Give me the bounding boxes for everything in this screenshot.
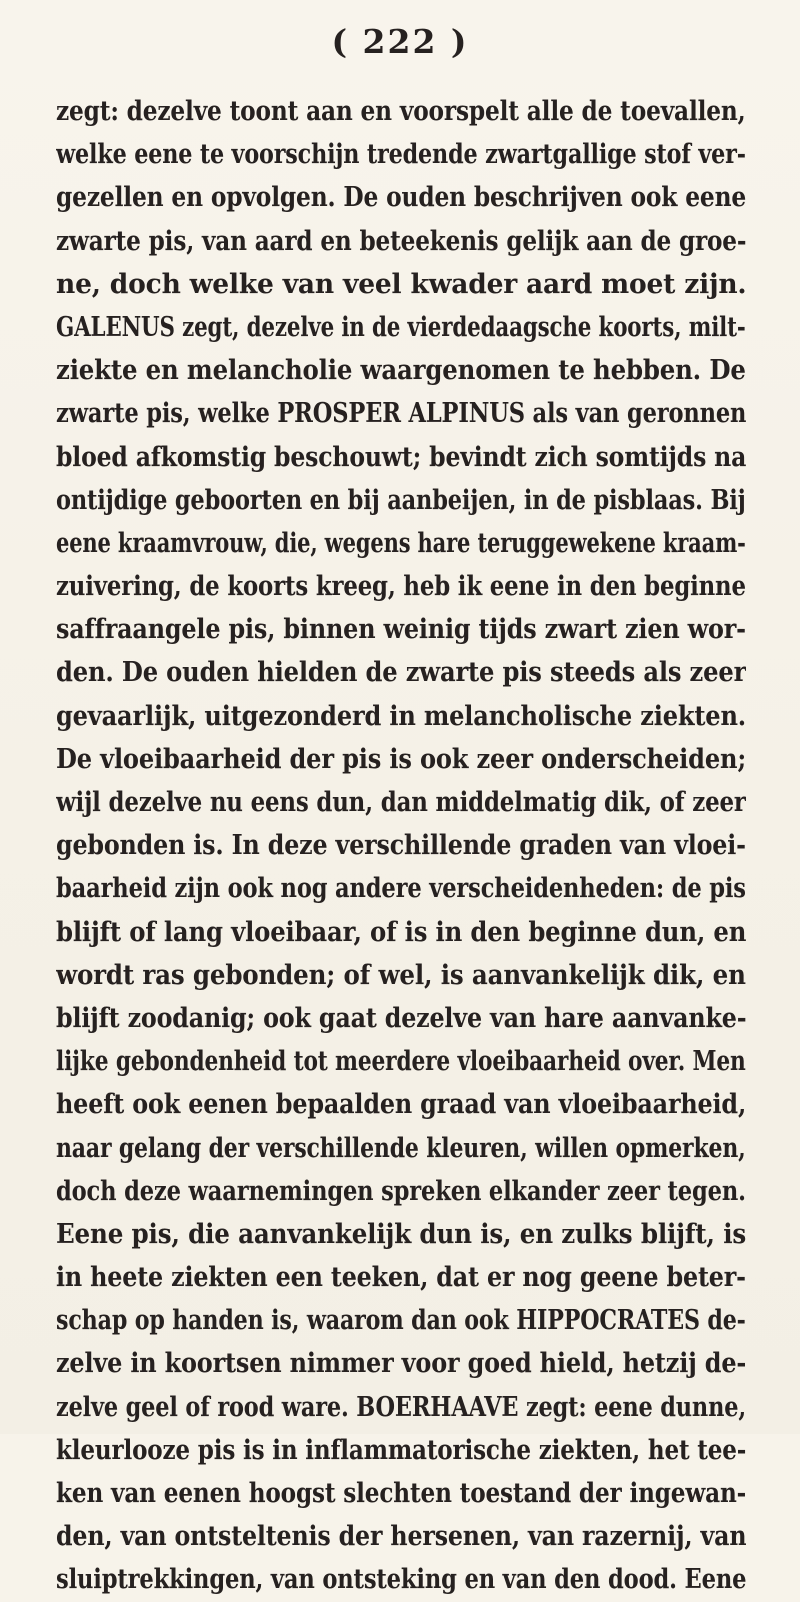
body-text <box>56 90 746 1602</box>
text-line: blijft of lang vloeibaar, of is in den beginne dun, en <box>56 915 746 948</box>
page-number: ( 222 ) <box>331 22 469 61</box>
text-line: zwarte pis, welke PROSPER ALPINUS als van geronnen <box>56 397 747 430</box>
text-line: gebonden is. In deze verschillende graden van vloei- <box>56 829 746 862</box>
text-line: zwarte pis, van aard en beteekenis gelijk aan de groe- <box>56 224 747 257</box>
text-line: sluiptrekkingen, van ontsteking en van den dood. Eene <box>56 1563 746 1596</box>
text-line: blijft zoodanig; ook gaat dezelve van hare aanvanke- <box>56 1001 747 1034</box>
text-line: naar gelang der verschillende kleuren, willen opmerken, <box>56 1131 746 1164</box>
text-line: ziekte en melancholie waargenomen te hebben. De <box>56 354 746 387</box>
text-line: in heete ziekten een teeken, dat er nog geene beter- <box>56 1261 746 1294</box>
text-line: eene kraamvrouw, die, wegens hare teruggewekene kraam- <box>56 526 746 559</box>
text-line: doch deze waarnemingen spreken elkander zeer tegen. <box>56 1174 746 1207</box>
text-line: De vloeibaarheid der pis is ook zeer onderscheiden; <box>56 742 746 775</box>
text-line: schap op handen is, waarom dan ook HIPPOCRATES de- <box>56 1304 746 1337</box>
text-line: zuivering, de koorts kreeg, heb ik eene in den beginne <box>56 570 746 603</box>
text-line: kleurlooze pis is in inflammatorische ziekten, het tee- <box>56 1433 747 1466</box>
text-line: wijl dezelve nu eens dun, dan middelmatig dik, of zeer <box>56 786 746 818</box>
text-line: heeft ook eenen bepaalden graad van vloeibaarheid, <box>56 1088 746 1121</box>
text-line: den. De ouden hielden de zwarte pis steeds als zeer <box>56 656 746 689</box>
text-line: den, van ontsteltenis der hersenen, van razernij, van <box>56 1520 746 1553</box>
text-line: zelve geel of rood ware. BOERHAAVE zegt: eene dunne, <box>56 1390 746 1423</box>
text-line: lijke gebondenheid tot meerdere vloeibaarheid over. Men <box>56 1045 746 1078</box>
text-line: ontijdige geboorten en bij aanbeijen, in de pisblaas. Bij <box>56 483 746 516</box>
text-line: welke eene te voorschijn tredende zwartgallige stof ver- <box>56 138 746 171</box>
text-line: Eene pis, die aanvankelijk dun is, en zulks blijft, is <box>56 1217 747 1250</box>
text-line: ken van eenen hoogst slechten toestand der ingewan- <box>56 1477 747 1509</box>
text-line: bloed afkomstig beschouwt; bevindt zich somtijds na <box>56 440 747 473</box>
text-line: gezellen en opvolgen. De ouden beschrijven ook eene <box>56 181 746 214</box>
text-line: ne, doch welke van veel kwader aard moet zijn. <box>56 267 747 300</box>
text-line: wordt ras gebonden; of wel, is aanvankelijk dik, en <box>56 958 746 991</box>
text-line: zelve in koortsen nimmer voor goed hield, hetzij de- <box>56 1347 746 1380</box>
text-line: baarheid zijn ook nog andere verscheidenheden: de pis <box>56 872 746 905</box>
text-line: GALENUS zegt, dezelve in de vierdedaagsche koorts, milt- <box>56 310 746 343</box>
text-line: zegt: dezelve toont aan en voorspelt alle de toevallen, <box>56 95 746 127</box>
text-line: saffraangele pis, binnen weinig tijds zwart zien wor- <box>56 613 746 646</box>
text-line: gevaarlijk, uitgezonderd in melancholische ziekten. <box>56 699 746 732</box>
